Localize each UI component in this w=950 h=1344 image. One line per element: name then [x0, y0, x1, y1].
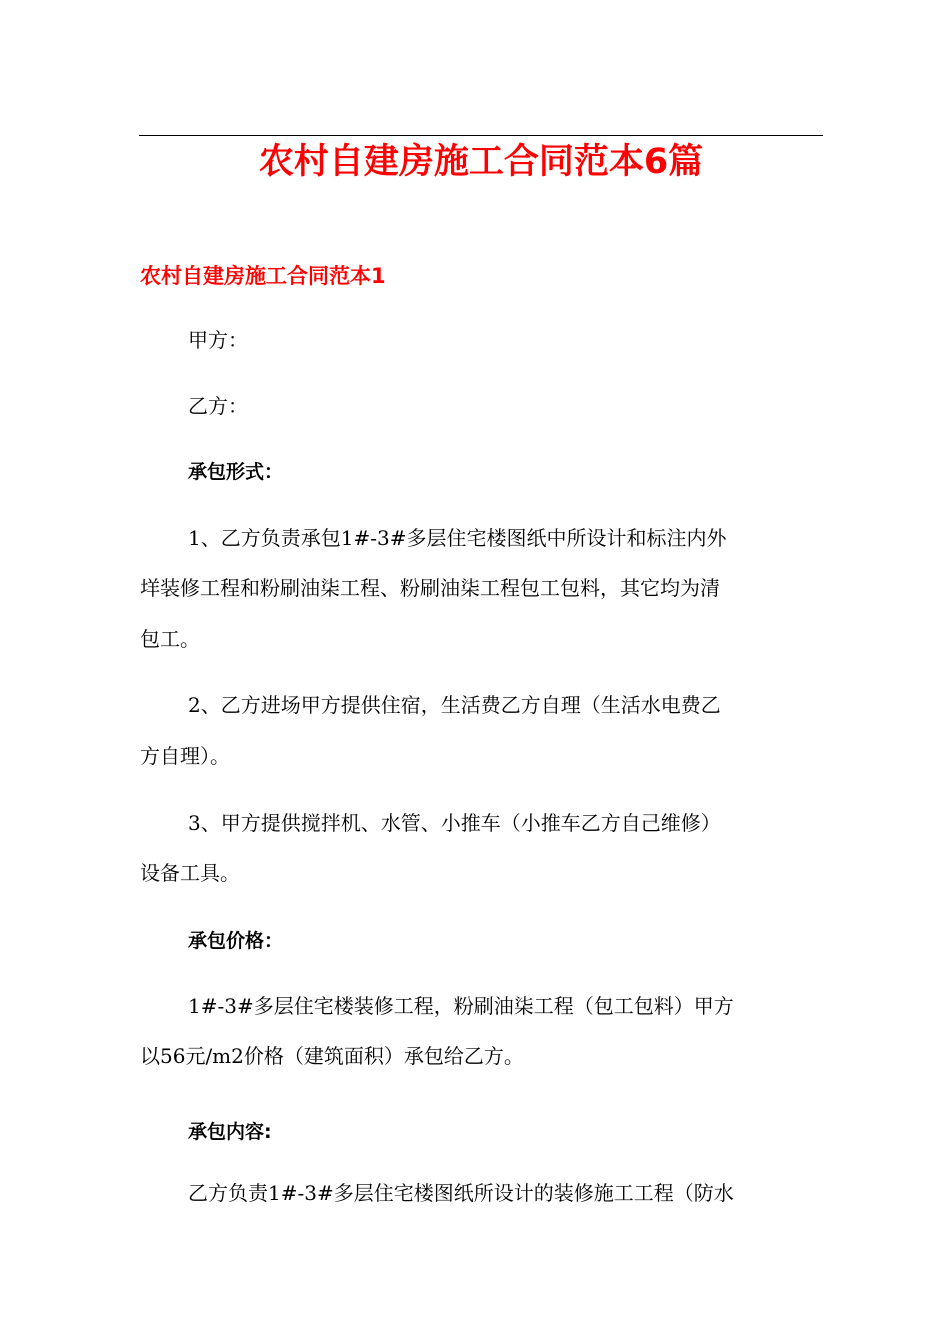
document-title: 农村自建房施工合同范本6篇: [258, 142, 704, 182]
item3-line1: 3、甲方提供搅拌机、水管、小推车（小推车乙方自己维修）: [188, 811, 721, 835]
contract-form-label: 承包形式：: [188, 461, 284, 483]
party-b-line: 乙方：: [188, 394, 248, 418]
item3-line2: 设备工具。: [140, 861, 240, 885]
title-top-rule: [139, 135, 823, 136]
content-line1: 乙方负责1#-3#多层住宅楼图纸所设计的装修施工工程（防水: [188, 1181, 734, 1205]
party-a-line: 甲方：: [188, 328, 248, 352]
price-label: 承包价格：: [188, 930, 284, 952]
section-heading: 农村自建房施工合同范本1: [140, 264, 386, 288]
item1-line2: 垟装修工程和粉刷油柒工程、粉刷油柒工程包工包料，其它均为清: [140, 576, 720, 600]
item2-line1: 2、乙方进场甲方提供住宿，生活费乙方自理（生活水电费乙: [188, 693, 721, 717]
content-label: 承包内容:: [188, 1121, 272, 1143]
item1-line1: 1、乙方负责承包1#-3#多层住宅楼图纸中所设计和标注内外: [188, 526, 727, 550]
item1-line3: 包工。: [140, 627, 200, 651]
price-line2: 以56元/m2价格（建筑面积）承包给乙方。: [140, 1044, 524, 1068]
item2-line2: 方自理）。: [140, 744, 230, 768]
price-line1: 1#-3#多层住宅楼装修工程，粉刷油柒工程（包工包料）甲方: [188, 994, 734, 1018]
